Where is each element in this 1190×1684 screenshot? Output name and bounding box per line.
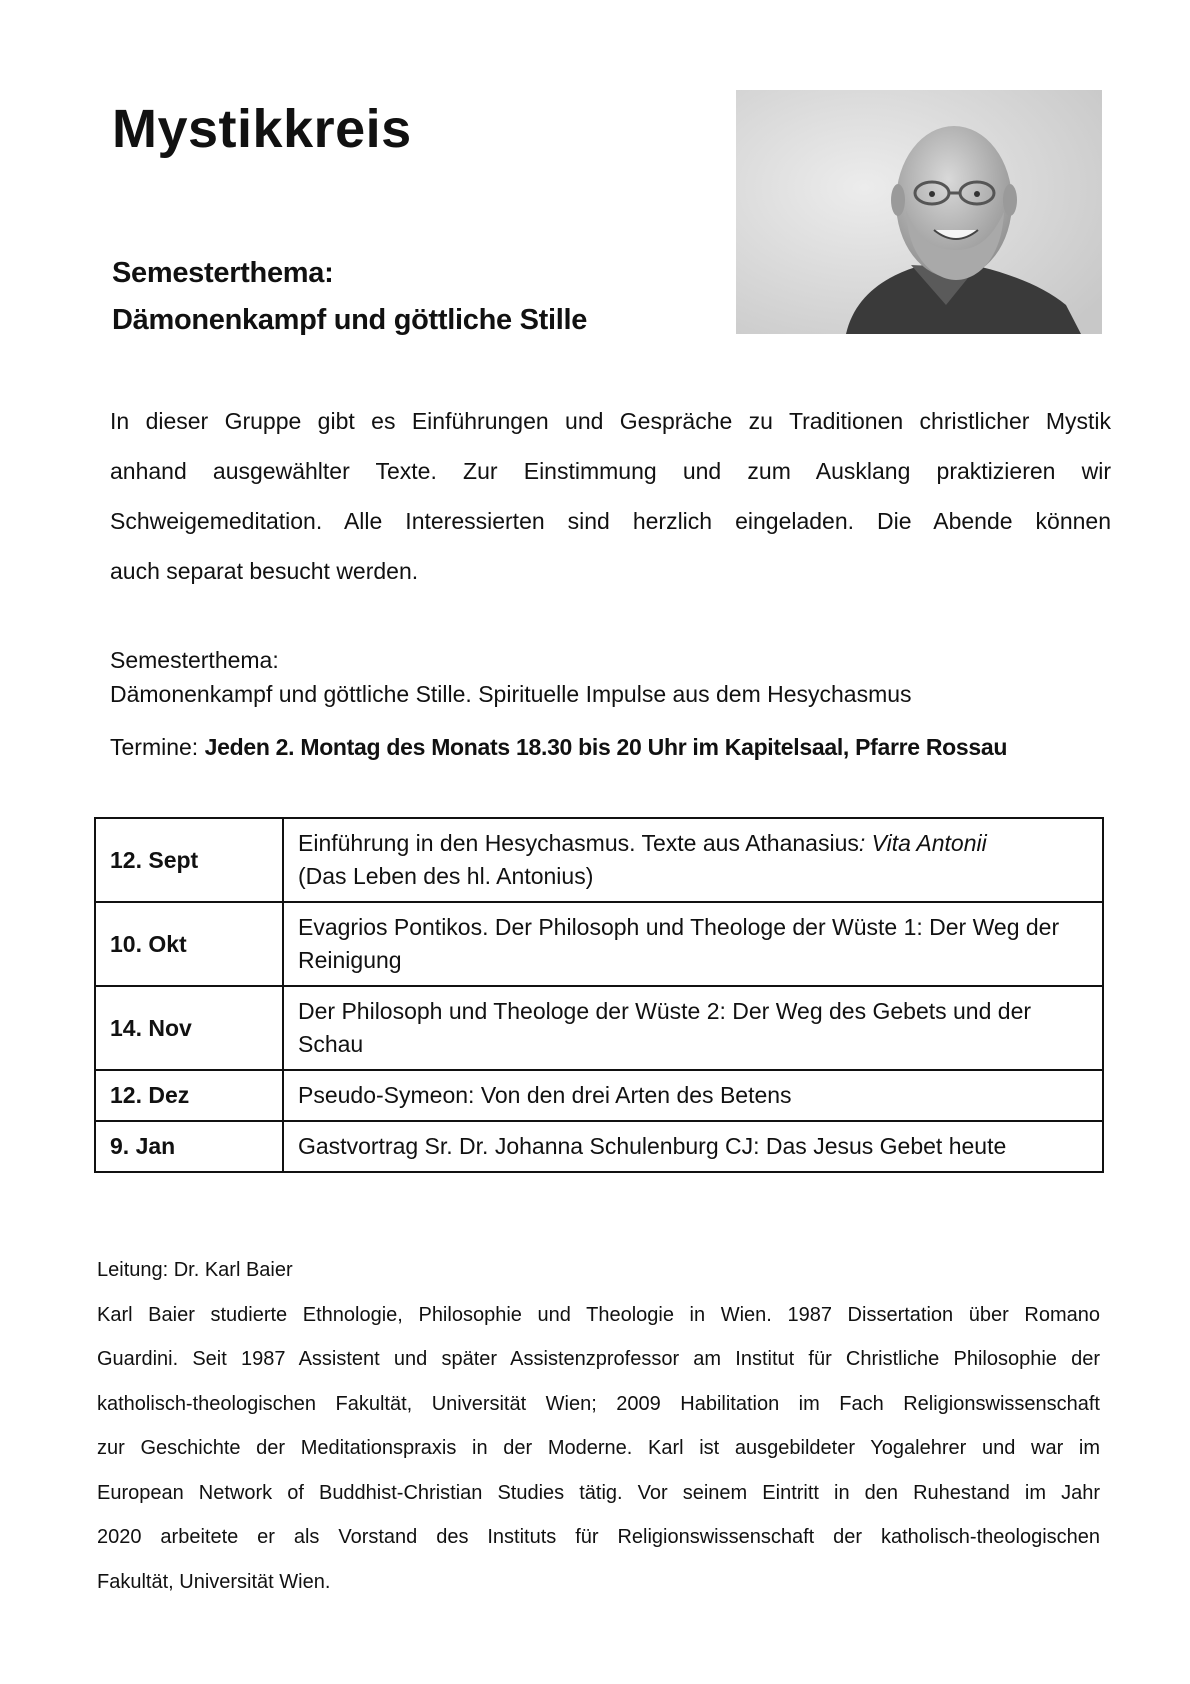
bio-line: Fakultät, Universität Wien. xyxy=(97,1570,331,1593)
portrait-photo xyxy=(736,90,1102,334)
intro-line: auch separat besucht werden. xyxy=(110,558,419,584)
bio-line: 2020 arbeitete er als Vorstand des Instituts für Religionswissenschaft der katholisch-theologischen xyxy=(97,1526,1100,1548)
intro-line: Schweigemeditation. Alle Interessierten sind herzlich eingeladen. Die Abende können xyxy=(110,508,1111,534)
schedule-table xyxy=(94,817,1104,1173)
schedule-topic: Gastvortrag Sr. Dr. Johanna Schulenburg CJ: Das Jesus Gebet heute xyxy=(283,1121,1103,1172)
intro-line: anhand ausgewählter Texte. Zur Einstimmung und zum Ausklang praktizieren wir xyxy=(110,458,1111,484)
intro-paragraph xyxy=(110,396,1111,596)
schedule-date: 10. Okt xyxy=(95,902,283,986)
intro-line: In dieser Gruppe gibt es Einführungen und Gespräche zu Traditionen christlicher Mystik xyxy=(110,408,1111,434)
table-row xyxy=(95,1121,1103,1172)
page-title: Mystikkreis xyxy=(112,99,412,159)
leader-line: Leitung: Dr. Karl Baier xyxy=(97,1259,293,1281)
leader-section xyxy=(97,1248,1100,1604)
bio-line: European Network of Buddhist-Christian Studies tätig. Vor seinem Eintritt in den Ruhestand im Jahr xyxy=(97,1481,1100,1504)
schedule-date: 9. Jan xyxy=(95,1121,283,1172)
table-row xyxy=(95,902,1103,986)
dates-value: Jeden 2. Montag des Monats 18.30 bis 20 Uhr im Kapitelsaal, Pfarre Rossau xyxy=(204,734,1008,760)
table-row xyxy=(95,818,1103,902)
semester-heading-line-1: Semesterthema: xyxy=(112,257,334,289)
semester-heading-line-2: Dämonenkampf und göttliche Stille xyxy=(112,304,588,336)
schedule-topic: Evagrios Pontikos. Der Philosoph und Theologe der Wüste 1: Der Weg der Reinigung xyxy=(283,902,1103,986)
schedule-date: 12. Sept xyxy=(95,818,283,902)
schedule-topic: Pseudo-Symeon: Von den drei Arten des Betens xyxy=(283,1070,1103,1121)
dates-label: Termine: xyxy=(110,734,205,760)
bio-line: Guardini. Seit 1987 Assistent und später Assistenzprofessor am Institut für Christliche Philosophie der xyxy=(97,1348,1100,1370)
bio-line: Karl Baier studierte Ethnologie, Philosophie und Theologie in Wien. 1987 Dissertation über Romano xyxy=(97,1303,1100,1326)
schedule-topic-text: Einführung in den Hesychasmus. Texte aus Athanasius xyxy=(298,830,859,856)
schedule-topic: Der Philosoph und Theologe der Wüste 2: Der Weg des Gebets und der Schau xyxy=(283,986,1103,1070)
portrait-illustration xyxy=(736,90,1102,334)
table-row xyxy=(95,1070,1103,1121)
semester-heading xyxy=(112,250,587,344)
schedule-topic xyxy=(283,818,1103,902)
semester-label: Semesterthema: xyxy=(110,647,279,673)
schedule-date: 14. Nov xyxy=(95,986,283,1070)
schedule-topic-italic: : Vita Antonii xyxy=(858,830,987,856)
dates-line xyxy=(110,730,1007,764)
table-row xyxy=(95,986,1103,1070)
schedule-topic-text-2: (Das Leben des hl. Antonius) xyxy=(298,863,594,889)
semester-text: Dämonenkampf und göttliche Stille. Spirituelle Impulse aus dem Hesychasmus xyxy=(110,681,912,707)
bio-line: zur Geschichte der Meditationspraxis in der Moderne. Karl ist ausgebildeter Yogalehrer und war im xyxy=(97,1437,1100,1459)
schedule-date: 12. Dez xyxy=(95,1070,283,1121)
bio-line: katholisch-theologischen Fakultät, Universität Wien; 2009 Habilitation im Fach Religionswissenschaft xyxy=(97,1392,1100,1415)
